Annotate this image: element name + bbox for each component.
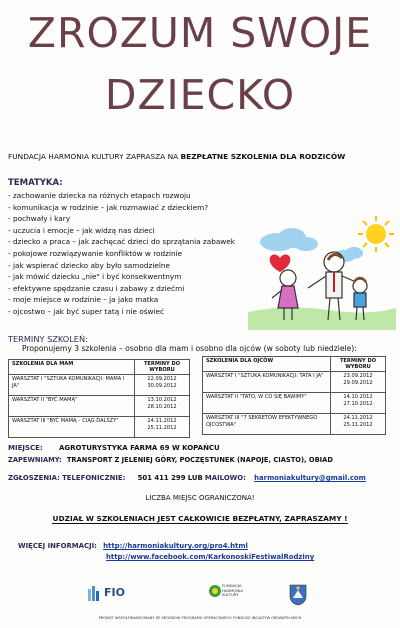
invitation-lead: FUNDACJA HARMONIA KULTURY ZAPRASZA NA bbox=[8, 152, 181, 161]
place-value: AGROTURYSTYKA FARMA 69 W KOPAŃCU bbox=[58, 444, 220, 452]
mail-label: MAILOWO: bbox=[204, 474, 246, 482]
list-item: - pochwały i kary bbox=[8, 214, 71, 224]
phone-label: TELEFONICZNIE: bbox=[62, 474, 126, 482]
workshop-name: WARSZTAT I "SZTUKA KOMUNIKACJI: TATA I JA" bbox=[203, 372, 331, 393]
terms-heading: TERMINY SZKOLEŃ: bbox=[8, 334, 88, 344]
signup-line bbox=[8, 474, 366, 482]
table-row bbox=[203, 414, 386, 435]
coat-of-arms-icon bbox=[289, 584, 307, 606]
more-info-line bbox=[18, 542, 248, 550]
list-item: - ojcostwo – jak być super tatą i nie oświeć bbox=[8, 306, 165, 316]
workshop-name: WARSZTAT II "BYĆ MAMĄ" bbox=[9, 396, 135, 417]
terms-intro: Proponujemy 3 szkolenia – osobno dla mam i osobno dla ojców (w soboty lub niedziele): bbox=[22, 344, 357, 353]
workshop-name: WARSZTAT III "7 SEKRETÓW EFEKTYWNEGO OJCOSTWA" bbox=[203, 414, 331, 435]
list-item: - jak mówić dziecku „nie" i być konsekwentnym bbox=[8, 272, 182, 282]
foundation-logo-text: FUNDACJA HARMONIA KULTURY bbox=[222, 583, 243, 598]
list-item: - efektywne spędzanie czasu i zabawy z dziećmi bbox=[8, 283, 185, 293]
workshop-dates: 22.09.2012 30.09.2012 bbox=[135, 375, 190, 396]
table-row bbox=[203, 393, 386, 414]
sun-icon bbox=[358, 216, 394, 252]
fio-logo bbox=[86, 583, 136, 609]
table-row bbox=[203, 372, 386, 393]
provide-line bbox=[8, 456, 333, 464]
moms-schedule-table bbox=[8, 359, 190, 438]
list-item: - zachowanie dziecka na różnych etapach rozwoju bbox=[8, 191, 191, 200]
workshop-name: WARSZTAT II "TATO, W CO SIĘ BAWIMY" bbox=[203, 393, 331, 414]
topics-heading: TEMATYKA: bbox=[8, 178, 63, 188]
workshop-dates: 24.11.2012 25.11.2012 bbox=[331, 414, 386, 435]
facebook-link-line bbox=[106, 553, 314, 561]
workshop-name: WARSZTAT I "SZTUKA KOMUNIKACJI: MAMA I JA" bbox=[9, 375, 135, 396]
table-header: SZKOLENIA DLA MAM bbox=[9, 360, 135, 375]
workshop-dates: 14.10.2012 27.10.2012 bbox=[331, 393, 386, 414]
table-row bbox=[9, 396, 190, 417]
phone-number: 501 411 299 bbox=[137, 474, 186, 482]
list-item: - moje miejsce w rodzinie – ja jako matka bbox=[8, 295, 159, 305]
provide-label: ZAPEWNIAMY: bbox=[8, 456, 62, 464]
info-link-website[interactable]: http://harmoniakultury.org/pro4.html bbox=[103, 542, 248, 550]
page-title-line1: ZROZUM SWOJE bbox=[27, 9, 373, 57]
workshop-dates: 24.11.2012 25.11.2012 bbox=[135, 417, 190, 438]
table-row bbox=[9, 417, 190, 438]
or-text: LUB bbox=[187, 474, 203, 482]
list-item: - jak wspierać dziecko aby było samodzielne bbox=[8, 260, 170, 270]
fio-logo-text: FIO bbox=[104, 586, 125, 599]
topics-list bbox=[8, 190, 235, 318]
footer-note: PROJEKT WSPÓŁFINANSOWANY ZE ŚRODKÓW PROGRAMU OPERACYJNEGO FUNDUSZ INICJATYW OBYWATELSKICH bbox=[98, 616, 302, 620]
invitation-line bbox=[8, 152, 345, 161]
list-item: - dziecko a praca – jak zachęcać dzieci do sprzątania zabawek bbox=[8, 237, 235, 247]
info-link-facebook[interactable]: http://www.facebook.com/KarkonoskiFestiwalRodziny bbox=[106, 553, 315, 561]
workshop-dates: 13.10.2012 28.10.2012 bbox=[135, 396, 190, 417]
table-row bbox=[9, 375, 190, 396]
free-participation-text: UDZIAŁ W SZKOLENIACH JEST CAŁKOWICIE BEZPŁATNY, ZAPRASZAMY ! bbox=[52, 514, 348, 523]
free-participation-note bbox=[0, 514, 400, 523]
more-info-label: WIĘCEJ INFORMACJI: bbox=[18, 542, 97, 550]
table-header: TERMINY DO WYBORU bbox=[331, 357, 386, 372]
list-item: - pokojowe rozwiązywanie konfliktów w rodzinie bbox=[8, 248, 183, 258]
place-line bbox=[8, 444, 220, 452]
table-header: SZKOLENIA DLA OJCÓW bbox=[203, 357, 331, 372]
heart-icon bbox=[270, 255, 291, 272]
list-item: - komunikacja w rodzinie – jak rozmawiać z dzieckiem? bbox=[8, 202, 209, 212]
foundation-logo bbox=[206, 583, 256, 611]
dads-schedule-table bbox=[202, 356, 386, 435]
invitation-bold: BEZPŁATNE SZKOLENIA DLA RODZICÓW bbox=[180, 152, 346, 161]
list-item: - uczucia i emocje – jak widzą nas dzieci bbox=[8, 225, 155, 235]
page-title-line2: DZIECKO bbox=[104, 71, 296, 119]
signup-label: ZGŁOSZENIA: bbox=[8, 474, 60, 482]
email-link[interactable]: harmoniakultury@gmail.com bbox=[254, 474, 366, 482]
place-label: MIEJSCE: bbox=[8, 444, 43, 452]
table-header: TERMINY DO WYBORU bbox=[135, 360, 190, 375]
workshop-dates: 23.09.2012 29.09.2012 bbox=[331, 372, 386, 393]
family-drawing-illustration bbox=[248, 212, 396, 330]
workshop-name: WARSZTAT III "BYĆ MAMĄ – CIĄG DALSZY" bbox=[9, 417, 135, 438]
limited-seats-note: LICZBA MIEJSC OGRANICZONA! bbox=[145, 494, 255, 502]
provide-value: TRANSPORT Z JELENIEJ GÓRY, POCZĘSTUNEK (NAPOJE, CIASTO), OBIAD bbox=[66, 456, 333, 464]
